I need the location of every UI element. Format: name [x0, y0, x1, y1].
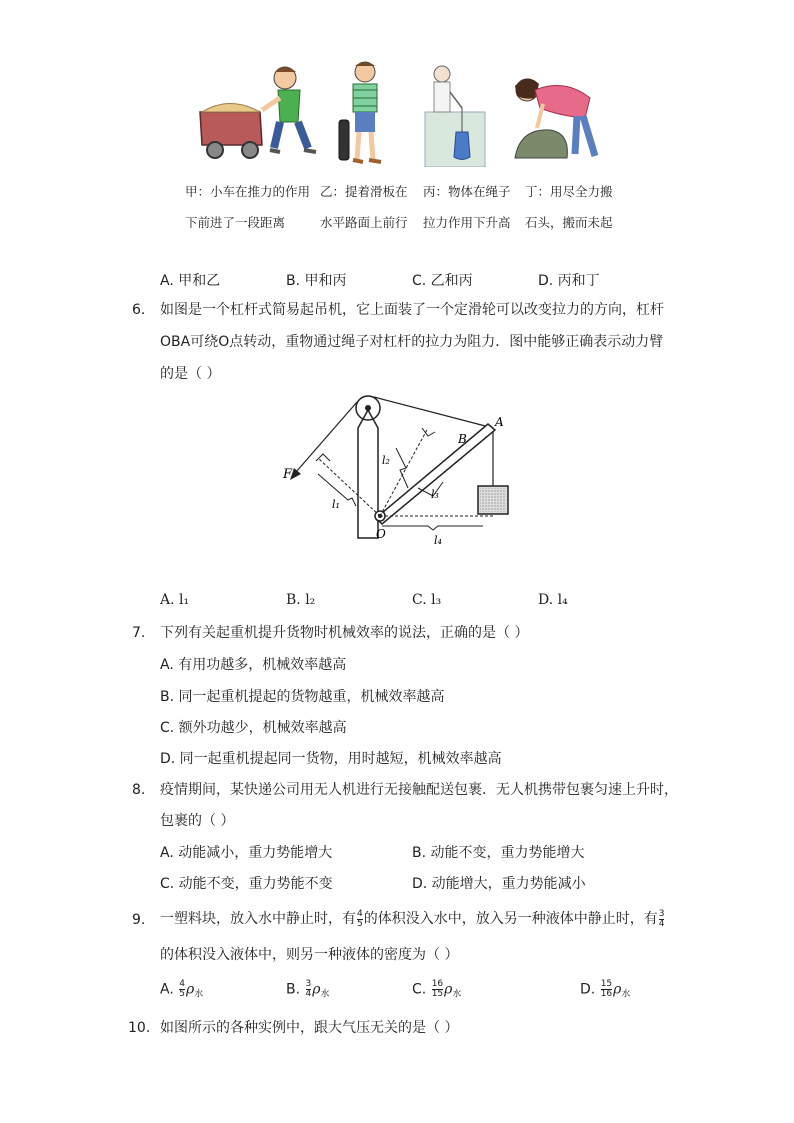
q9-stem-line1: [160, 909, 665, 929]
q9-stem-line2: 的体积没入液体中，则另一种液体的密度为（ ）: [160, 947, 459, 963]
q9-option-a[interactable]: A. $\frac{4}{5}$ $\rho_水$: [160, 979, 204, 1000]
lift-stone-illustration: [505, 68, 610, 163]
label-A: A: [495, 415, 504, 429]
q6-option-c[interactable]: C. l₃: [412, 592, 442, 608]
q6-number: 6.: [132, 302, 146, 318]
q9-stem-line1-part1: 一塑料块，放入水中静止时，有: [160, 911, 356, 927]
q9-option-c[interactable]: C. $\frac{16}{15}$ $\rho_水$: [412, 979, 462, 1000]
caption-bing-line2: 拉力作用下升高: [423, 215, 511, 230]
q8-number: 8.: [132, 782, 146, 798]
label-B: B: [458, 432, 467, 446]
q8-option-c[interactable]: C. 动能不变，重力势能不变: [160, 876, 333, 892]
caption-ding-line1: 丁：用尽全力搬: [525, 184, 613, 199]
q5-option-a[interactable]: A. 甲和乙: [160, 273, 221, 289]
q6-option-b[interactable]: B. l₂: [286, 592, 316, 608]
q10-number: 10.: [128, 1020, 151, 1036]
q9-option-b[interactable]: B. $\frac{3}{4}$ $\rho_水$: [286, 979, 330, 1000]
cart-push-illustration: [190, 60, 330, 165]
q6-stem-line2: OBA可绕O点转动，重物通过绳子对杠杆的拉力为阻力．图中能够正确表示动力臂: [160, 334, 664, 350]
q7-number: 7.: [132, 625, 146, 641]
q9-number: 9.: [132, 912, 146, 928]
q6-stem-line1: 如图是一个杠杆式简易起吊机，它上面装了一个定滑轮可以改变拉力的方向，杠杆: [160, 302, 664, 318]
label-O: O: [376, 527, 386, 541]
label-l2: l₂: [382, 454, 390, 467]
boy-skateboard-illustration: [335, 60, 395, 170]
label-F: F: [283, 467, 293, 482]
caption-yi-line2: 水平路面上前行: [320, 215, 408, 230]
label-l4: l₄: [434, 534, 442, 547]
caption-bing-line1: 丙：物体在绳子: [423, 184, 511, 199]
q7-option-d[interactable]: D. 同一起重机提起同一货物，用时越短，机械效率越高: [160, 751, 502, 767]
q8-option-b[interactable]: B. 动能不变，重力势能增大: [412, 845, 585, 861]
q10-stem: 如图所示的各种实例中，跟大气压无关的是（ ）: [160, 1020, 459, 1036]
q9-option-d[interactable]: D. $\frac{15}{16}$ $\rho_水$: [580, 979, 631, 1000]
label-l3: l₃: [431, 488, 439, 501]
caption-jia-line2: 下前进了一段距离: [185, 215, 286, 230]
q7-stem: 下列有关起重机提升货物时机械效率的说法，正确的是（ ）: [160, 625, 529, 641]
label-l1: l₁: [332, 498, 340, 511]
q7-option-a[interactable]: A. 有用功越多，机械效率越高: [160, 657, 347, 673]
q7-option-c[interactable]: C. 额外功越少，机械效率越高: [160, 720, 347, 736]
fraction-4-5: $\frac{4}{5}$: [357, 908, 363, 929]
rope-lift-illustration: [420, 62, 490, 167]
caption-ding-line2: 石头，搬而未起: [525, 215, 613, 230]
q8-option-d[interactable]: D. 动能增大，重力势能减小: [412, 876, 586, 892]
lever-crane-diagram: [278, 388, 518, 558]
caption-jia-line1: 甲：小车在推力的作用: [185, 184, 311, 199]
q6-option-a[interactable]: A. l₁: [160, 592, 190, 608]
q8-stem-line1: 疫情期间，某快递公司用无人机进行无接触配送包裹．无人机携带包裹匀速上升时，: [160, 782, 678, 798]
caption-yi-line1: 乙：提着滑板在: [320, 184, 408, 199]
fraction-3-4: $\frac{3}{4}$: [658, 908, 665, 929]
q7-option-b[interactable]: B. 同一起重机提起的货物越重，机械效率越高: [160, 689, 445, 705]
q8-option-a[interactable]: A. 动能减小，重力势能增大: [160, 845, 333, 861]
q5-option-b[interactable]: B. 甲和丙: [286, 273, 347, 289]
q6-option-d[interactable]: D. l₄: [538, 592, 568, 608]
q5-option-c[interactable]: C. 乙和丙: [412, 273, 473, 289]
q9-stem-line1-part2: 的体积没入水中，放入另一种液体中静止时，有: [363, 911, 658, 927]
q5-option-d[interactable]: D. 丙和丁: [538, 273, 600, 289]
q5-illustrations: [185, 60, 615, 170]
q6-stem-line3: 的是（ ）: [160, 366, 221, 382]
q8-stem-line2: 包裹的（ ）: [160, 813, 235, 829]
